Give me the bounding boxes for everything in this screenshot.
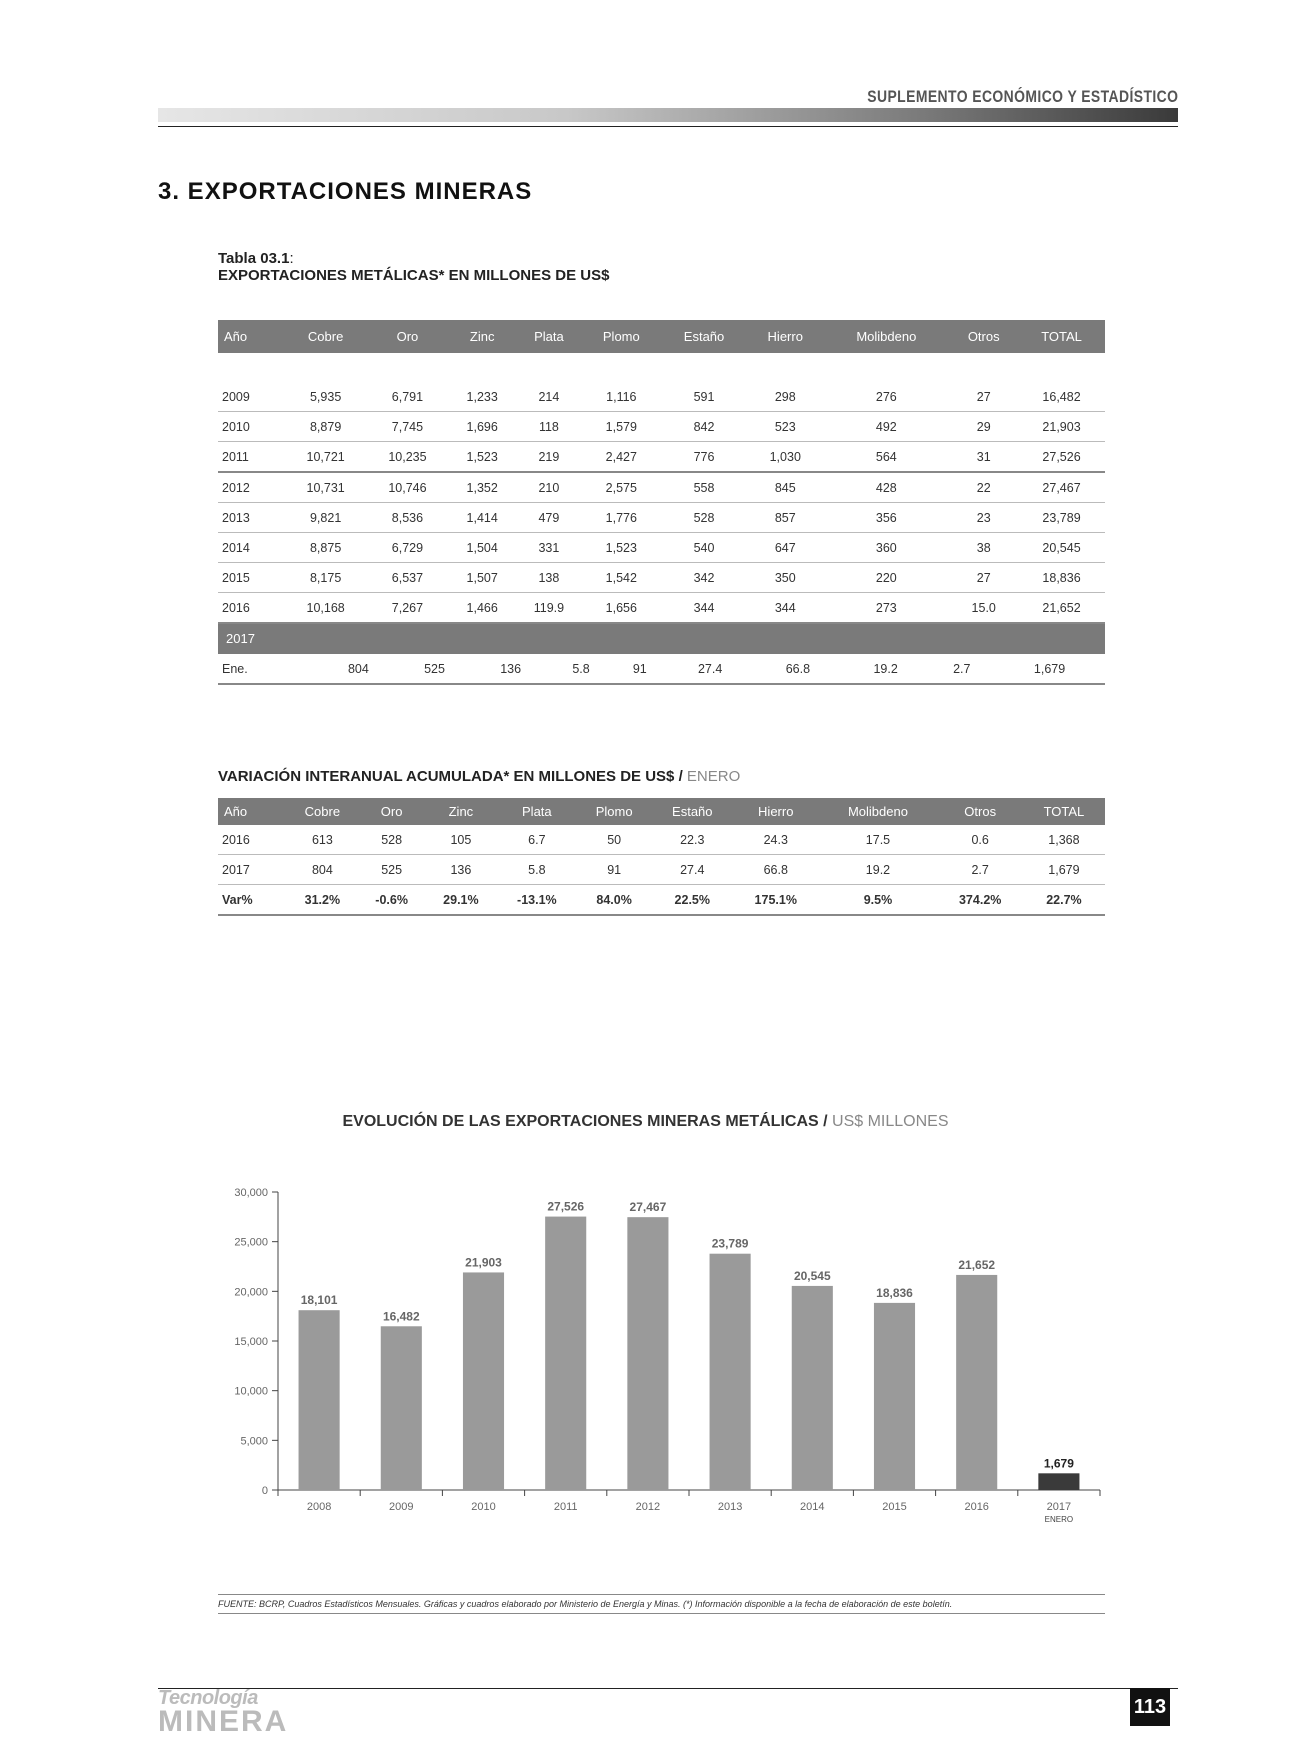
data-label: 21,652 (958, 1257, 996, 1272)
table-cell: 136 (425, 855, 497, 885)
table-cell: 91 (577, 855, 652, 885)
table-cell: 20,545 (1018, 533, 1105, 563)
table-cell: 24.3 (733, 825, 818, 855)
table-cell: 29 (949, 412, 1018, 442)
table1-label: Tabla 03.1 (218, 250, 290, 267)
data-label: 27,467 (629, 1200, 667, 1215)
table-cell: 84.0% (577, 885, 652, 916)
y-tick-label: 20,000 (234, 1286, 268, 1299)
table-cell: 8,536 (367, 503, 449, 533)
table-cell: 2009 (218, 382, 285, 412)
table-cell: 8,879 (285, 412, 367, 442)
table-cell: 804 (286, 855, 358, 885)
table-cell: 1,414 (448, 503, 516, 533)
table-cell: 479 (516, 503, 582, 533)
tecnologia-minera-logo (158, 1688, 288, 1736)
column-header: Año (218, 798, 286, 825)
table-cell: 298 (747, 382, 823, 412)
table-cell: 558 (661, 472, 747, 503)
table-cell: 22.7% (1023, 885, 1105, 916)
table-cell: 9,821 (285, 503, 367, 533)
footnote-divider-bottom (218, 1613, 1105, 1614)
table-cell: 804 (320, 654, 396, 684)
table2-title: VARIACIÓN INTERANUAL ACUMULADA* EN MILLONES DE US$ / (218, 768, 683, 785)
table2-caption (218, 768, 740, 785)
table-cell: 845 (747, 472, 823, 503)
column-header: TOTAL (1018, 320, 1105, 353)
data-label: 18,101 (300, 1293, 338, 1308)
column-header: Plata (497, 798, 577, 825)
data-label: 21,903 (465, 1255, 502, 1270)
table-cell: 22.3 (651, 825, 733, 855)
table-cell: 6,537 (367, 563, 449, 593)
table-row (218, 503, 1105, 533)
bar-2013 (710, 1254, 751, 1490)
table-cell: 8,875 (285, 533, 367, 563)
table-cell: 273 (823, 593, 949, 624)
table-cell: 29.1% (425, 885, 497, 916)
table-cell: 1,679 (994, 654, 1105, 684)
table-cell: 2.7 (938, 855, 1023, 885)
table-cell: -13.1% (497, 885, 577, 916)
table-cell: 27,467 (1018, 472, 1105, 503)
table-cell: 2,427 (582, 442, 661, 473)
table-cell: 342 (661, 563, 747, 593)
chart-title-main: EVOLUCIÓN DE LAS EXPORTACIONES MINERAS METÁLICAS / (342, 1113, 828, 1130)
bar-2009 (381, 1326, 422, 1490)
table-cell: 23 (949, 503, 1018, 533)
table-row (218, 412, 1105, 442)
table-header-row (218, 798, 1105, 825)
table2-title-suffix: ENERO (686, 768, 741, 785)
table-cell: Ene. (218, 654, 320, 684)
column-header: Plomo (577, 798, 652, 825)
header-title: SUPLEMENTO ECONÓMICO Y ESTADÍSTICO (866, 87, 1178, 106)
table-cell: 210 (516, 472, 582, 503)
table-cell: 17.5 (818, 825, 937, 855)
table-cell: 27.4 (666, 654, 754, 684)
column-header: Plomo (582, 320, 661, 353)
y-tick-label: 0 (261, 1485, 268, 1497)
table-cell: 5,935 (285, 382, 367, 412)
y-tick-label: 30,000 (234, 1187, 268, 1199)
source-footnote: FUENTE: BCRP, Cuadros Estadísticos Mensuales. Gráficas y cuadros elaborado por Ministerio de Energía y Minas. (*) Información disponible a la fecha de elaboración de este boletín. (218, 1599, 953, 1609)
table1-title: EXPORTACIONES METÁLICAS* EN MILLONES DE US$ (218, 267, 610, 284)
table-cell: 2013 (218, 503, 285, 533)
table-cell: 2010 (218, 412, 285, 442)
table-cell: 564 (823, 442, 949, 473)
chart-title (0, 1113, 1291, 1131)
x-tick-label: 2012 (635, 1501, 661, 1513)
table-cell: 38 (949, 533, 1018, 563)
column-header: Hierro (747, 320, 823, 353)
x-tick-label: 2011 (553, 1501, 578, 1513)
table-cell: 842 (661, 412, 747, 442)
table1-caption (218, 250, 609, 284)
table-cell: 1,523 (448, 442, 516, 473)
variation-table (218, 798, 1105, 916)
bar-2014 (792, 1286, 833, 1490)
y-tick-label: 5,000 (240, 1435, 268, 1448)
x-tick-label: 2013 (717, 1501, 743, 1513)
table-cell: 2.7 (929, 654, 994, 684)
x-tick-label: 2010 (471, 1501, 496, 1513)
table-cell: 2016 (218, 593, 285, 624)
table-cell: 2016 (218, 825, 286, 855)
table-row (218, 825, 1105, 855)
table-cell: 2014 (218, 533, 285, 563)
table-cell: 220 (823, 563, 949, 593)
column-header: Molibdeno (818, 798, 937, 825)
table-row (218, 442, 1105, 473)
table-cell: 10,168 (285, 593, 367, 624)
table-cell: 136 (473, 654, 549, 684)
table-cell: 2,575 (582, 472, 661, 503)
table-cell: 1,579 (582, 412, 661, 442)
table-cell: 1,116 (582, 382, 661, 412)
table-cell: 175.1% (733, 885, 818, 916)
table-cell: 16,482 (1018, 382, 1105, 412)
table-cell: 647 (747, 533, 823, 563)
table-cell: 1,233 (448, 382, 516, 412)
table-cell: 525 (358, 855, 425, 885)
table-cell: 1,679 (1023, 855, 1105, 885)
exports-month-table (218, 654, 1105, 685)
table-cell: 105 (425, 825, 497, 855)
column-header: Zinc (425, 798, 497, 825)
table-cell: 857 (747, 503, 823, 533)
table-cell: 18,836 (1018, 563, 1105, 593)
table-cell: 21,652 (1018, 593, 1105, 624)
table-cell: 91 (613, 654, 666, 684)
table-row (218, 472, 1105, 503)
bar-2016 (956, 1275, 997, 1490)
column-header: Hierro (733, 798, 818, 825)
table-cell: 344 (747, 593, 823, 624)
x-tick-label: 2014 (800, 1501, 825, 1513)
table-cell: 2011 (218, 442, 285, 473)
table-cell: 350 (747, 563, 823, 593)
table-cell: 119.9 (516, 593, 582, 624)
table-cell: 214 (516, 382, 582, 412)
table-cell: 276 (823, 382, 949, 412)
bar-2015 (874, 1303, 915, 1490)
table-cell: 219 (516, 442, 582, 473)
column-header: Oro (358, 798, 425, 825)
table-cell: 2017 (218, 855, 286, 885)
table-row (218, 855, 1105, 885)
header-divider (158, 126, 1178, 127)
table-cell: 1,466 (448, 593, 516, 624)
table-cell: 10,721 (285, 442, 367, 473)
column-header: Otros (949, 320, 1018, 353)
bar-2012 (627, 1217, 668, 1490)
table-cell: 118 (516, 412, 582, 442)
table-row (218, 533, 1105, 563)
x-tick-label: 2009 (389, 1501, 414, 1513)
table1-label-colon: : (289, 250, 294, 267)
table-cell: 22 (949, 472, 1018, 503)
table-row (218, 654, 1105, 684)
table-cell: 21,903 (1018, 412, 1105, 442)
bar-2008 (299, 1310, 340, 1490)
table-row (218, 563, 1105, 593)
table-cell: 19.2 (842, 654, 930, 684)
table-cell: 1,504 (448, 533, 516, 563)
table-cell: 1,776 (582, 503, 661, 533)
year-band-label: 2017 (226, 631, 255, 646)
x-tick-label: 2017 (1046, 1501, 1072, 1513)
table-cell: 360 (823, 533, 949, 563)
bar-2010 (463, 1272, 504, 1490)
table-cell: 523 (747, 412, 823, 442)
table-cell: 7,267 (367, 593, 449, 624)
table-cell: 7,745 (367, 412, 449, 442)
table-cell: 613 (286, 825, 358, 855)
x-tick-label: 2016 (964, 1501, 989, 1513)
column-header: Estaño (651, 798, 733, 825)
table-cell: Var% (218, 885, 286, 916)
data-label: 16,482 (382, 1309, 420, 1324)
year-band-2017 (218, 624, 1105, 654)
table-cell: 1,352 (448, 472, 516, 503)
footer-divider (158, 1688, 1178, 1689)
table-cell: 27 (949, 382, 1018, 412)
column-header: Oro (367, 320, 449, 353)
table-cell: 2015 (218, 563, 285, 593)
x-tick-label: 2008 (306, 1501, 332, 1513)
header-gradient-bar (158, 108, 1178, 122)
table-cell: 50 (577, 825, 652, 855)
footnote-divider-top (218, 1594, 1105, 1595)
chart-title-suffix: US$ MILLONES (832, 1113, 949, 1130)
table-cell: 1,542 (582, 563, 661, 593)
data-label: 20,545 (793, 1268, 831, 1283)
column-header: Plata (516, 320, 582, 353)
table-cell: 428 (823, 472, 949, 503)
table-cell: 6,791 (367, 382, 449, 412)
table-row (218, 382, 1105, 412)
table-cell: 591 (661, 382, 747, 412)
table-cell: 31 (949, 442, 1018, 473)
table-cell: 27 (949, 563, 1018, 593)
column-header: TOTAL (1023, 798, 1105, 825)
table-cell: 27,526 (1018, 442, 1105, 473)
variation-row (218, 885, 1105, 916)
y-tick-label: 25,000 (234, 1236, 268, 1249)
table-cell: 66.8 (754, 654, 842, 684)
exports-bar-chart (210, 1168, 1110, 1524)
column-header: Zinc (448, 320, 516, 353)
column-header: Año (218, 320, 285, 353)
column-header: Otros (938, 798, 1023, 825)
y-tick-label: 15,000 (234, 1336, 268, 1348)
table-cell: 374.2% (938, 885, 1023, 916)
table-cell: 66.8 (733, 855, 818, 885)
table-header-row (218, 320, 1105, 353)
table-cell: 23,789 (1018, 503, 1105, 533)
data-label: 23,789 (711, 1236, 749, 1251)
logo-line1: Tecnología (158, 1687, 258, 1709)
table-cell: 31.2% (286, 885, 358, 916)
table-cell: 5.8 (549, 654, 614, 684)
table-cell: 8,175 (285, 563, 367, 593)
table-cell: 5.8 (497, 855, 577, 885)
table-cell: 1,656 (582, 593, 661, 624)
column-header: Cobre (286, 798, 358, 825)
table-cell: 492 (823, 412, 949, 442)
table-cell: 10,746 (367, 472, 449, 503)
table-cell: 10,731 (285, 472, 367, 503)
data-label: 27,526 (547, 1199, 585, 1214)
table-cell: 1,507 (448, 563, 516, 593)
data-label: 1,679 (1043, 1456, 1074, 1471)
data-label: 18,836 (876, 1285, 913, 1300)
logo-line2: MINERA (158, 1705, 289, 1738)
table-cell: 27.4 (651, 855, 733, 885)
table-cell: 9.5% (818, 885, 937, 916)
table-cell: 10,235 (367, 442, 449, 473)
table-cell: 540 (661, 533, 747, 563)
table-cell: 525 (396, 654, 472, 684)
column-header: Cobre (285, 320, 367, 353)
table-cell: -0.6% (358, 885, 425, 916)
table-cell: 528 (358, 825, 425, 855)
bar-2011 (545, 1217, 586, 1490)
table-cell: 1,523 (582, 533, 661, 563)
table-cell: 19.2 (818, 855, 937, 885)
table-cell: 356 (823, 503, 949, 533)
table-cell: 2012 (218, 472, 285, 503)
x-tick-sublabel: ENERO (1044, 1515, 1074, 1524)
exports-table (218, 320, 1105, 624)
page-number: 113 (1130, 1688, 1170, 1726)
table-cell: 776 (661, 442, 747, 473)
table-row (218, 593, 1105, 624)
y-tick-label: 10,000 (234, 1385, 268, 1398)
bar-2017 (1038, 1473, 1079, 1490)
table-cell: 1,696 (448, 412, 516, 442)
table-cell: 22.5% (651, 885, 733, 916)
table-cell: 1,030 (747, 442, 823, 473)
table-cell: 138 (516, 563, 582, 593)
table-cell: 331 (516, 533, 582, 563)
table-cell: 0.6 (938, 825, 1023, 855)
table-cell: 15.0 (949, 593, 1018, 624)
table-cell: 6.7 (497, 825, 577, 855)
table-cell: 1,368 (1023, 825, 1105, 855)
column-header: Molibdeno (823, 320, 949, 353)
section-title: 3. EXPORTACIONES MINERAS (158, 178, 533, 205)
table-cell: 528 (661, 503, 747, 533)
column-header: Estaño (661, 320, 747, 353)
x-tick-label: 2015 (882, 1501, 907, 1513)
table-cell: 344 (661, 593, 747, 624)
table-cell: 6,729 (367, 533, 449, 563)
